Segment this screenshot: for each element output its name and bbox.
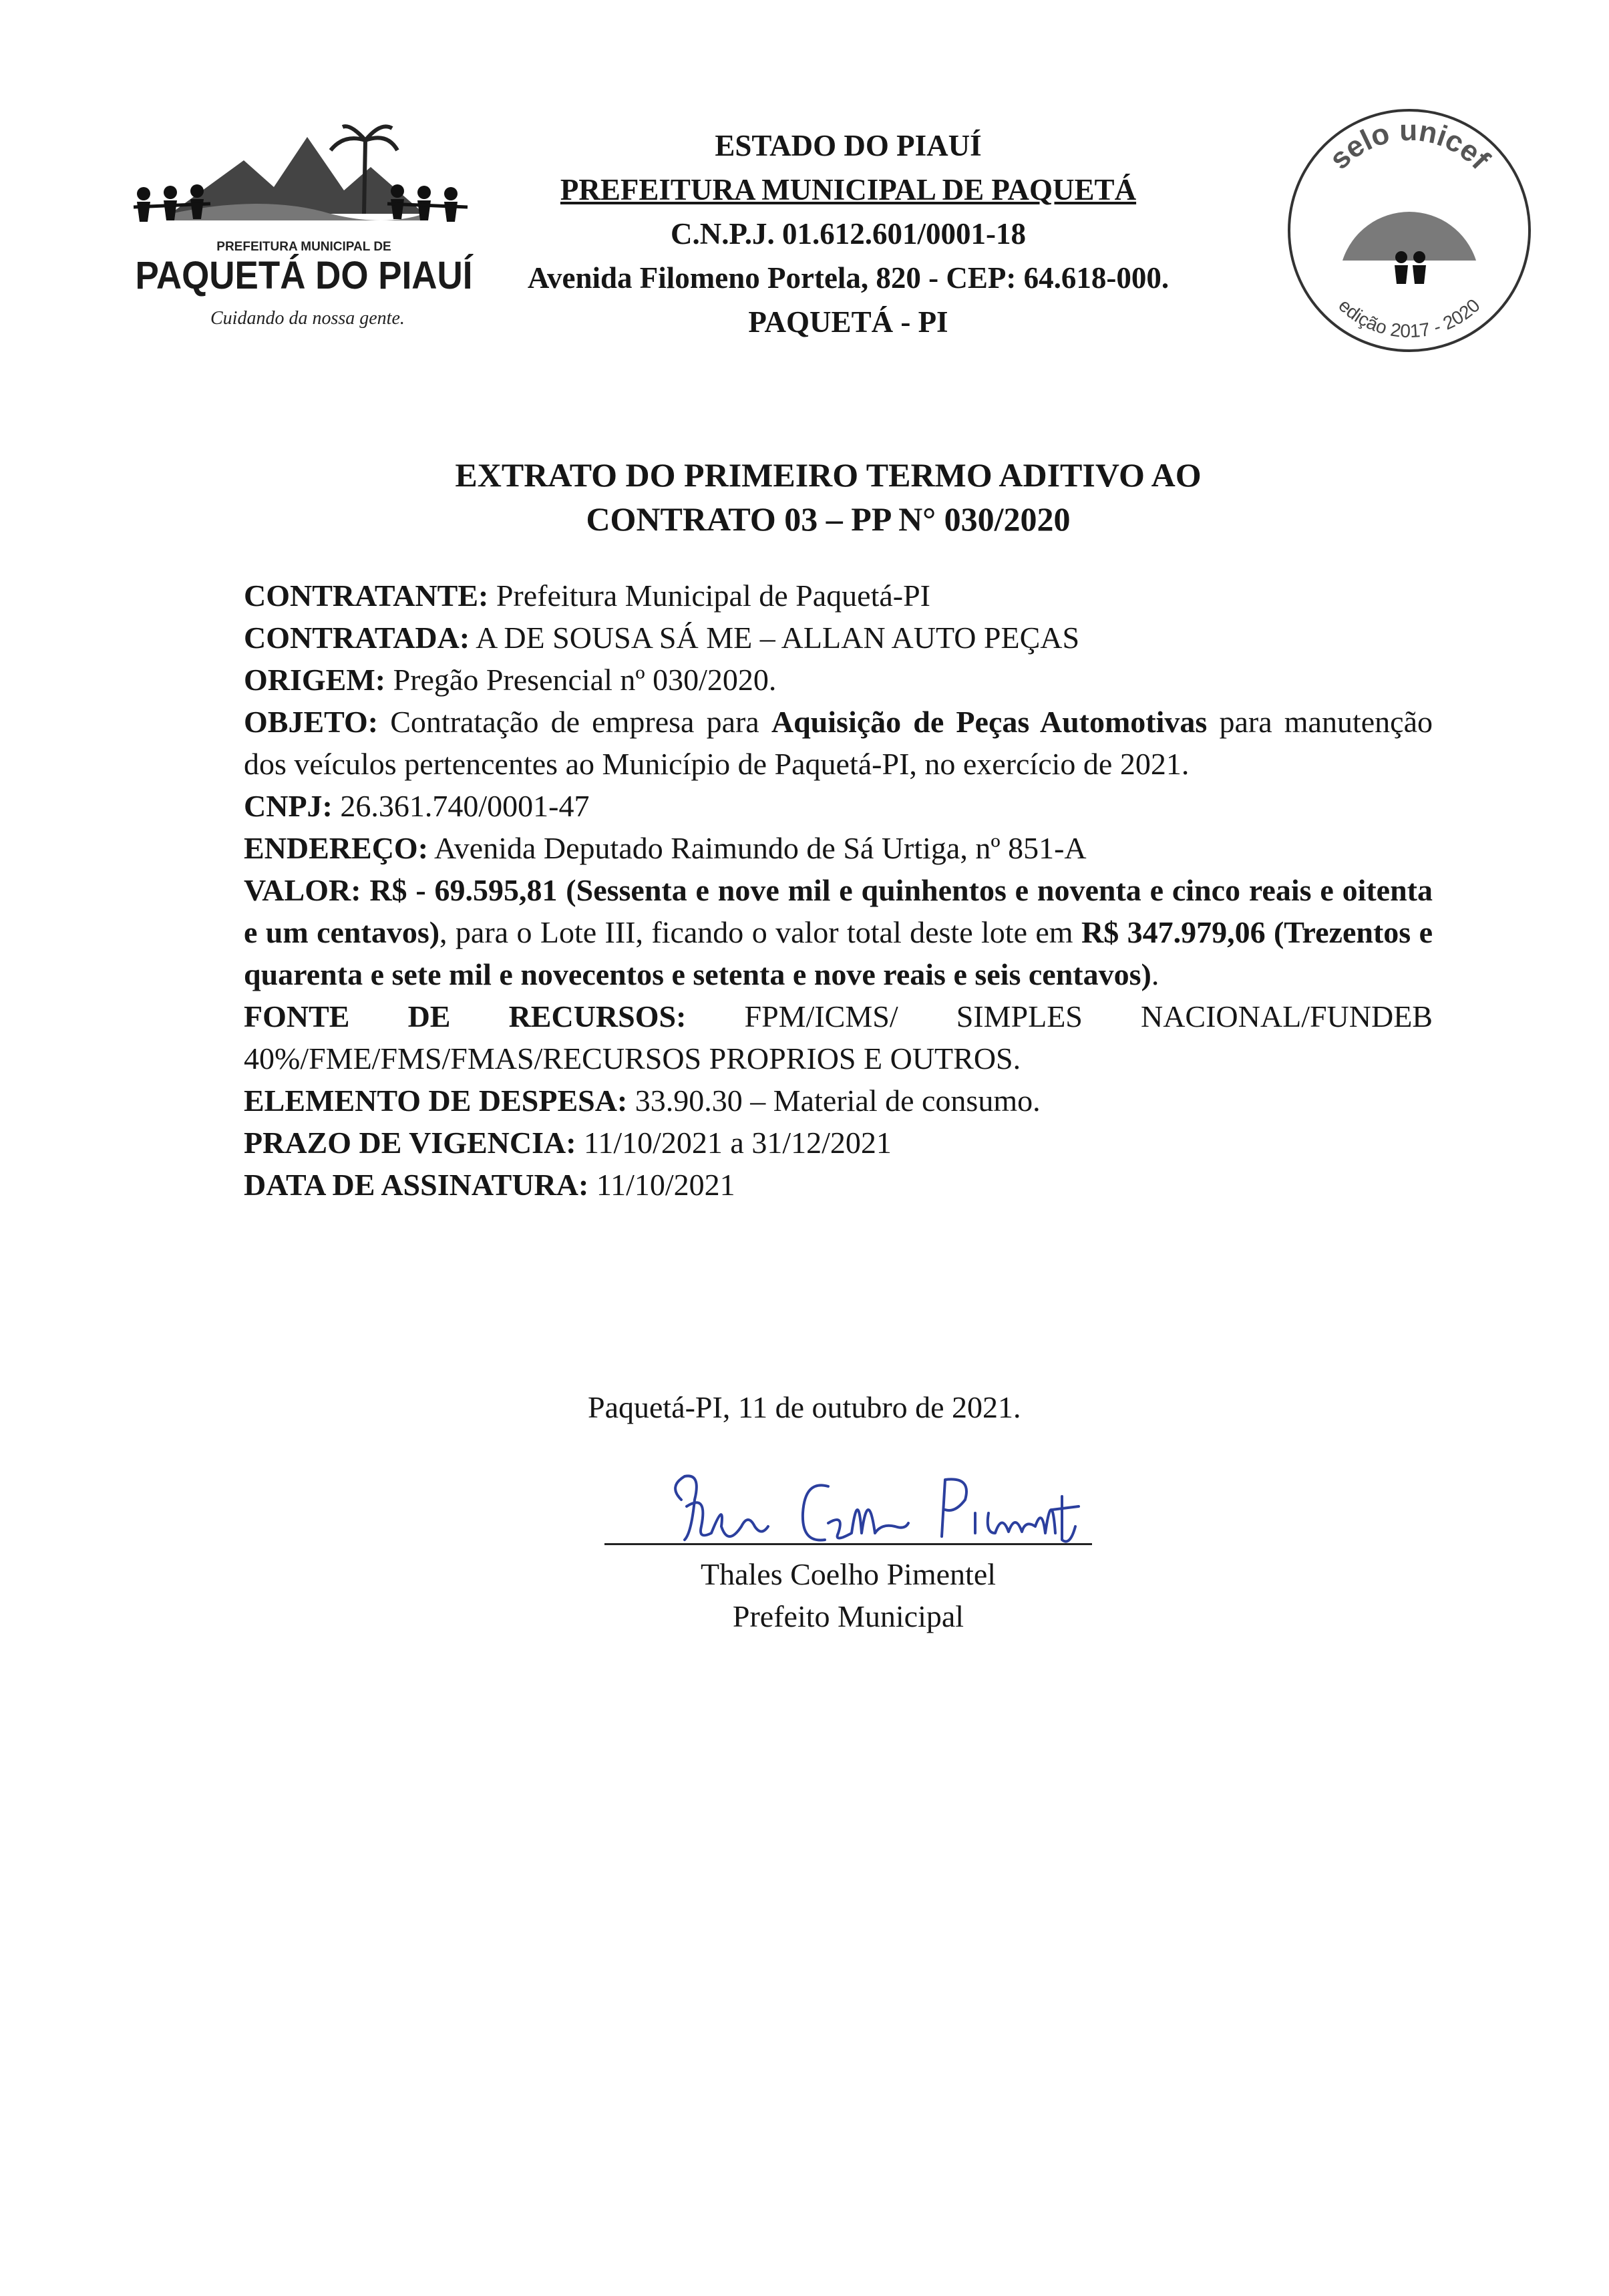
extract-body bbox=[244, 575, 1433, 1206]
field-endereco bbox=[244, 827, 1433, 869]
state-name: ESTADO DO PIAUÍ bbox=[715, 129, 982, 162]
field-value: Prefeitura Municipal de Paquetá-PI bbox=[488, 579, 931, 613]
field-value: FPM/ICMS/ SIMPLES NACIONAL/FUNDEB 40%/FME/FMS/FMAS/RECURSOS PROPRIOS E OUTROS. bbox=[244, 999, 1433, 1076]
field-value: 33.90.30 – Material de consumo. bbox=[627, 1084, 1041, 1118]
field-value-bold: Aquisição de Peças Automotivas bbox=[771, 705, 1208, 739]
field-label: ORIGEM: bbox=[244, 663, 386, 697]
prefecture-address: Avenida Filomeno Portela, 820 - CEP: 64.618-000. bbox=[527, 261, 1170, 295]
prefecture-cnpj: C.N.P.J. 01.612.601/0001-18 bbox=[670, 217, 1027, 251]
unicef-seal-icon bbox=[1282, 104, 1536, 357]
letterhead-header bbox=[481, 124, 1216, 344]
signature-line bbox=[604, 1543, 1092, 1545]
field-objeto bbox=[244, 701, 1433, 785]
field-value: Contratação de empresa para bbox=[378, 705, 771, 739]
document-title bbox=[347, 453, 1309, 541]
field-value: Avenida Deputado Raimundo de Sá Urtiga, nº 851-A bbox=[428, 831, 1087, 865]
field-prazo bbox=[244, 1122, 1433, 1164]
field-label: CONTRATADA: bbox=[244, 621, 470, 655]
field-label: CNPJ: bbox=[244, 789, 333, 823]
field-value: . bbox=[1151, 957, 1159, 991]
logo-line1: PREFEITURA MUNICIPAL DE bbox=[216, 240, 391, 254]
unicef-seal bbox=[1282, 104, 1536, 357]
field-label: OBJETO: bbox=[244, 705, 379, 739]
place-date: Paquetá-PI, 11 de outubro de 2021. bbox=[588, 1390, 1021, 1424]
field-label: ENDEREÇO: bbox=[244, 831, 429, 865]
municipality-logo-icon bbox=[130, 114, 478, 351]
field-fonte bbox=[244, 995, 1433, 1080]
field-contratada bbox=[244, 617, 1433, 659]
svg-text:selo unicef bbox=[1323, 114, 1496, 176]
prefecture-name: PREFEITURA MUNICIPAL DE PAQUETÁ bbox=[560, 173, 1137, 206]
field-origem bbox=[244, 659, 1433, 701]
field-value: , para o Lote III, ficando o valor total deste lote em bbox=[439, 915, 1081, 949]
field-label: VALOR: bbox=[244, 873, 361, 907]
field-valor bbox=[244, 869, 1433, 995]
field-value: 26.361.740/0001-47 bbox=[332, 789, 590, 823]
title-line2: CONTRATO 03 – PP N° 030/2020 bbox=[586, 500, 1071, 538]
signer-role: Prefeito Municipal bbox=[732, 1599, 964, 1633]
seal-bottom-text: edição 2017 - 2020 bbox=[1334, 295, 1484, 342]
field-value: A DE SOUSA SÁ ME – ALLAN AUTO PEÇAS bbox=[470, 621, 1080, 655]
field-value: Pregão Presencial nº 030/2020. bbox=[385, 663, 777, 697]
field-label: FONTE DE RECURSOS: bbox=[244, 999, 687, 1033]
prefecture-city: PAQUETÁ - PI bbox=[748, 305, 948, 339]
logo-line2: PAQUETÁ DO PIAUÍ bbox=[135, 254, 474, 297]
field-value: para manutenção dos veículos pertencentes ao Município de Paquetá-PI, no exercício de 2021. bbox=[244, 705, 1433, 781]
municipality-logo bbox=[130, 114, 478, 351]
field-cnpj bbox=[244, 785, 1433, 827]
field-label: CONTRATANTE: bbox=[244, 579, 489, 613]
field-value-bold: R$ 347.979,06 (Trezentos e quarenta e sete mil e novecentos e setenta e nove reais e seis centavos) bbox=[244, 915, 1433, 991]
seal-top-text: selo unicef bbox=[1323, 114, 1496, 176]
field-value: 11/10/2021 a 31/12/2021 bbox=[576, 1126, 892, 1160]
field-elemento bbox=[244, 1080, 1433, 1122]
field-label: PRAZO DE VIGENCIA: bbox=[244, 1126, 576, 1160]
title-line1: EXTRATO DO PRIMEIRO TERMO ADITIVO AO bbox=[455, 456, 1202, 494]
field-assinatura bbox=[244, 1164, 1433, 1206]
field-value-bold: R$ - 69.595,81 (Sessenta e nove mil e quinhentos e noventa e cinco reais e oitenta e um centavos) bbox=[244, 873, 1433, 949]
logo-tagline: Cuidando da nossa gente. bbox=[210, 308, 405, 329]
signer-name: Thales Coelho Pimentel bbox=[700, 1557, 997, 1591]
field-value: 11/10/2021 bbox=[588, 1168, 735, 1202]
field-label: ELEMENTO DE DESPESA: bbox=[244, 1084, 628, 1118]
svg-text:edição 2017 - 2020 bbox=[1334, 295, 1484, 341]
field-label: DATA DE ASSINATURA: bbox=[244, 1168, 589, 1202]
signer-block bbox=[604, 1553, 1092, 1637]
field-contratante bbox=[244, 575, 1433, 617]
